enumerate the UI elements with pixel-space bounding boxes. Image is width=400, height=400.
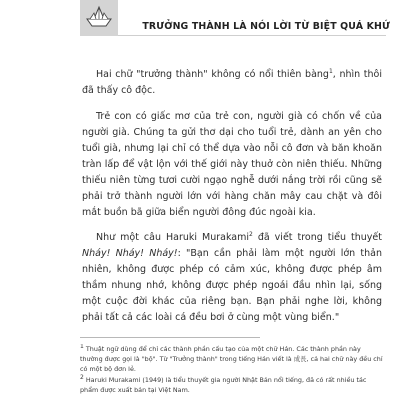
paragraph-3-text: Như một câu Haruki Murakami [96, 232, 250, 243]
paragraph-2: Trẻ con có giấc mơ của trẻ con, người già có chốn về của người già. Chúng ta gửi thơ dại cho tuổi trẻ, dành an yên cho tuổi già, nhưng lại chỉ có thể dựa vào nỗi cô đơn và băn khoăn tràn lấp để vật lộn với thế giới này thuở còn niên thiếu. Những thiếu niên từng tươi cười ngạo nghễ dưới nắng trời rồi cũng sẽ phải trở thành người lớn với hàng chăn mây cau chặt và đôi mắt buồn bã giữa biển người đông đúc ngoài kia. [82, 110, 382, 218]
body-text [82, 67, 382, 336]
header-divider [118, 35, 386, 36]
footnote-2 [80, 375, 385, 395]
paragraph-3-quote: : "Bạn cần phải làm một người lớn thản nhiên, không được phép có cảm xúc, không được phép âm thầm nhung nhớ, không được phép ngoái đầu nhìn lại, sống một cuộc đời khác của riêng bạn. Bạn phải nghe lời, không phải tất cả các loài cá đều bơi ở cùng một vùng biển." [82, 248, 382, 323]
footnote-divider [80, 337, 260, 338]
footnote-2-marker: 2 [80, 373, 84, 381]
footnote-1 [80, 344, 385, 374]
footnotes [80, 344, 385, 400]
footnote-1-text: Thuật ngữ dùng để chỉ các thành phần cấu tạo của một chữ Hán. Các thành phần này thường được gọi là "bộ". Từ "Trưởng thành" trong tiếng Hán viết là 成長, cả hai chữ này đều chỉ có một bộ đơn lẻ. [80, 345, 383, 373]
novel-title: Nháy! Nháy! Nháy! [82, 248, 178, 259]
paragraph-1 [82, 67, 382, 99]
footnote-2-text: Haruki Murakami (1949) là tiểu thuyết gia người Nhật Bản nổi tiếng, đã có rất nhiều tác phẩm được xuất bản tại Việt Nam. [80, 376, 367, 394]
paragraph-3 [82, 230, 382, 326]
paragraph-3-text-mid: đã viết trong tiểu thuyết [252, 232, 382, 243]
footnote-ref-1[interactable]: 1 [328, 67, 333, 75]
chapter-title: TRƯỞNG THÀNH LÀ NÓI LỜI TỪ BIỆT QUÁ KHỨ [142, 21, 390, 32]
paper-boat-icon [84, 4, 114, 30]
footnote-ref-2[interactable]: 2 [249, 230, 253, 238]
footnote-1-marker: 1 [80, 344, 84, 350]
paragraph-1-text: Hai chữ "trưởng thành" không có nổi thiên bàng [96, 69, 329, 80]
paragraph-1-text-end: , nhìn thôi đã thấy cô độc. [82, 69, 382, 96]
